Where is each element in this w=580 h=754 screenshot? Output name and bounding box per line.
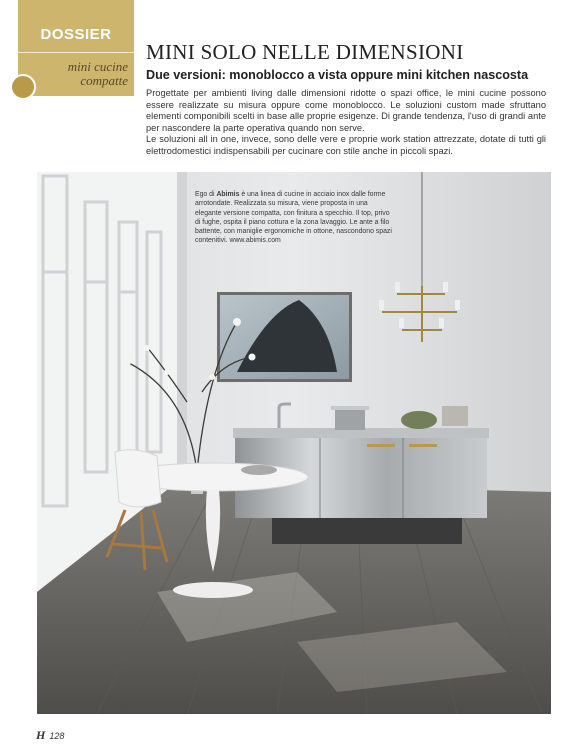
article-subhead: Due versioni: monoblocco a vista oppure mini kitchen nascosta: [146, 68, 529, 82]
article-intro: [146, 88, 546, 158]
caption-brand: Abimis: [216, 191, 240, 198]
article-headline: MINI SOLO NELLE DIMENSIONI: [146, 40, 464, 64]
page-folio: [36, 728, 64, 743]
intro-paragraph-2: Le soluzioni all in one, invece, sono delle vere e proprie work station attrezzate, dotate di tutti gli elettrodomestici indispensabili per cucinare con stile anche in piccoli spazi.: [146, 134, 546, 156]
dossier-label: DOSSIER: [40, 26, 112, 43]
intro-paragraph-1: Progettate per ambienti living dalle dimensioni ridotte o spazi office, le mini cucine possono essere realizzate su misura oppure come monoblocco. Le soluzioni custom made sfruttano elementi componibili scelti in base alle proprie esigenze. Di grande tendenza, l'uso di grandi ante per nascondere la parte operativa quando non serve.: [146, 88, 546, 133]
magazine-logo: H: [36, 728, 46, 742]
kitchen-photo-illustration: [37, 172, 551, 714]
dossier-dot-icon: [10, 74, 36, 100]
caption-prefix: Ego di: [195, 191, 217, 198]
page-number: 128: [49, 731, 65, 741]
dossier-subtitle-line2: compatte: [80, 73, 128, 88]
dossier-subtitle-line1: mini cucine: [67, 59, 128, 74]
kitchen-photo: [37, 172, 551, 714]
caption-body: è una linea di cucine in acciaio inox dalle forme arrotondate. Realizzata su misura, viene proposta in una elegante versione compatta, con finitura a specchio. Il top, privo di fughe, ospita il piano cottura e la zona lavaggio. Le ante a filo battente, con maniglie ergonomiche in ottone, nascondono spazi contenitivi. www.abimis.com: [195, 191, 392, 245]
dossier-divider: [18, 52, 134, 53]
dossier-subtitle: [28, 60, 128, 88]
dossier-block: [18, 0, 134, 96]
photo-caption: [195, 190, 395, 246]
